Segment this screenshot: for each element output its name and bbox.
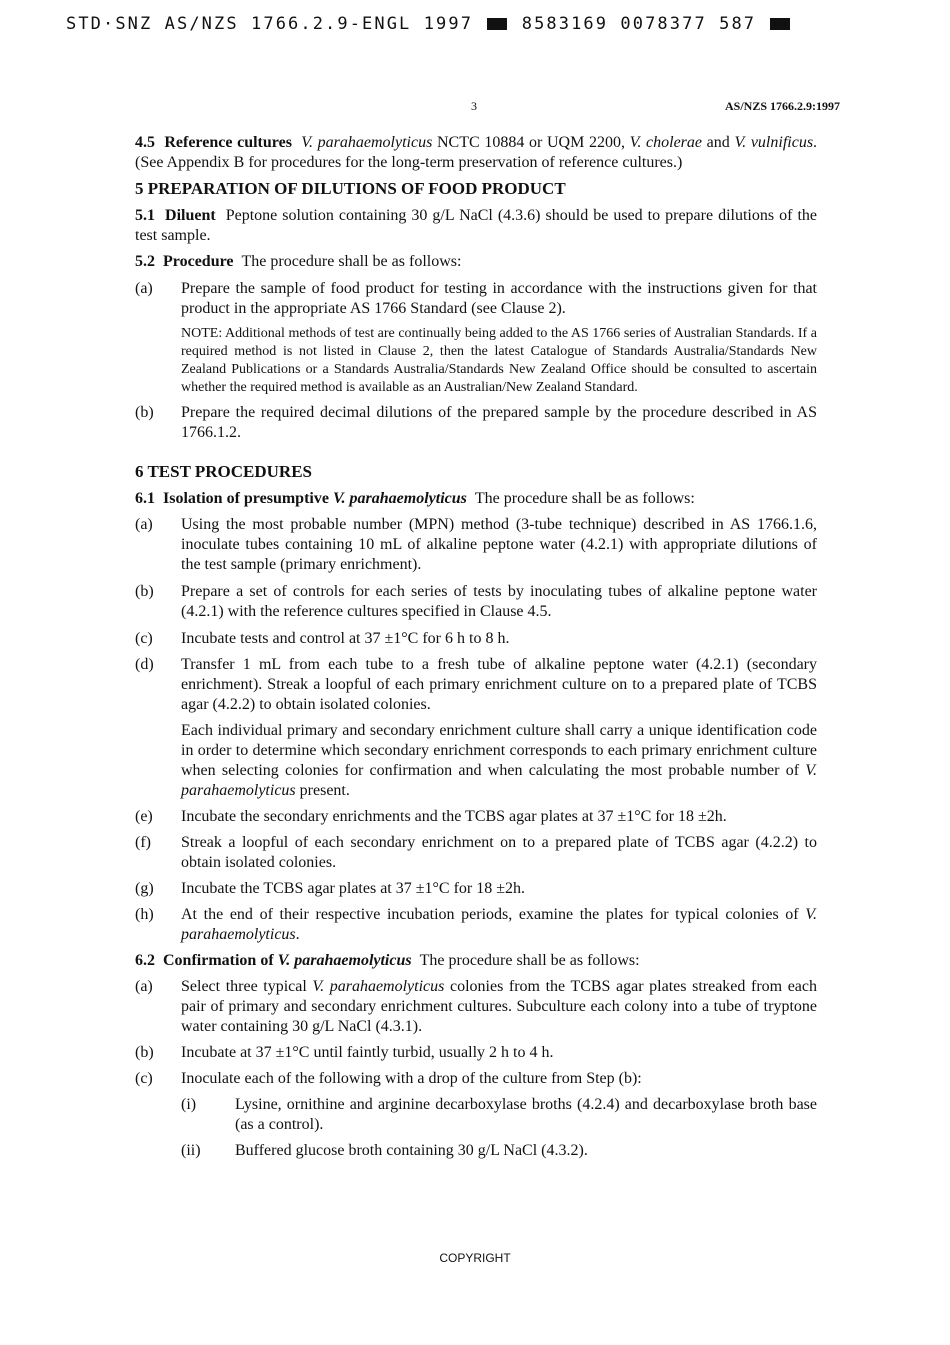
section-heading-6: 6 TEST PROCEDURES	[135, 462, 312, 481]
standard-number: AS/NZS 1766.2.9:1997	[725, 99, 841, 113]
section-heading-5: 5 PREPARATION OF DILUTIONS OF FOOD PRODUCT	[135, 179, 566, 198]
list-item: (c) Incubate tests and control at 37 ±1°C for 6 h to 8 h.	[135, 630, 510, 647]
list-item: (a) Prepare the sample of food product for testing in accordance with the instructions given for that product in the appropriate AS 1766 Standard (see Clause 2).	[135, 280, 817, 317]
clause-5-2: 5.2 Procedure The procedure shall be as follows:	[135, 253, 462, 270]
page-number: 3	[471, 99, 477, 113]
list-item: (b) Prepare a set of controls for each series of tests by inoculating tubes of alkaline peptone water (4.2.1) with the reference cultures specified in Clause 4.5.	[135, 583, 817, 620]
black-block	[770, 18, 790, 30]
stamp-text: STD·SNZ AS/NZS 1766.2.9-ENGL 1997	[66, 14, 474, 34]
sub-list-item: (i) Lysine, ornithine and arginine decarboxylase broths (4.2.4) and decarboxylase broth base (as a control).	[181, 1096, 817, 1133]
list-item: (a) Select three typical V. parahaemolyticus colonies from the TCBS agar plates streaked from each pair of primary and secondary enrichment cultures. Subculture each colony into a tube of tryptone water containing 30 g/L NaCl (4.3.1).	[135, 978, 818, 1035]
list-item: (a) Using the most probable number (MPN) method (3-tube technique) described in AS 1766.1.6, inoculate tubes containing 10 mL of alkaline peptone water (4.2.1) with appropriate dilutions of the test sample (primary enrichment).	[135, 516, 817, 573]
clause-5-1: 5.1 Diluent Peptone solution containing 30 g/L NaCl (4.3.6) should be used to prepare dilutions of the test sample.	[135, 207, 818, 244]
paragraph: Each individual primary and secondary enrichment culture shall carry a unique identification code in order to determine which secondary enrichment corresponds to each primary enrichment culture when selecting colonies for confirmation and when calculating the most probable number of V. parahaemolyticus present.	[181, 722, 817, 799]
stamp-code: 8583169 0078377 587	[521, 14, 757, 34]
note: NOTE: Additional methods of test are continually being added to the AS 1766 series of Australian Standards. If a required method is not listed in Clause 2, then the latest Catalogue of Standards Australia/Standards New Zealand Publications or a Standards Australia/Standards New Zealand Office should be consulted to ascertain whether the required method is available as an Australian/New Zealand Standard.	[181, 326, 817, 395]
list-item: (b) Prepare the required decimal dilutions of the prepared sample by the procedure described in AS 1766.1.2.	[135, 404, 817, 441]
list-item: (c) Inoculate each of the following with a drop of the culture from Step (b):	[135, 1070, 642, 1087]
clause-4-5: 4.5 Reference cultures V. parahaemolyticus NCTC 10884 or UQM 2200, V. cholerae and V. vulnificus. (See Appendix B for procedures for the long-term preservation of reference cultures.)	[135, 134, 818, 171]
page-content	[135, 133, 817, 1161]
clause-6-2: 6.2 Confirmation of V. parahaemolyticus The procedure shall be as follows:	[135, 952, 640, 969]
document-stamp	[66, 14, 792, 34]
list-item: (b) Incubate at 37 ±1°C until faintly turbid, usually 2 h to 4 h.	[135, 1044, 554, 1061]
list-item: (h) At the end of their respective incubation periods, examine the plates for typical colonies of V. parahaemolyticus.	[135, 906, 817, 943]
list-item: (g) Incubate the TCBS agar plates at 37 ±1°C for 18 ±2h.	[135, 880, 526, 897]
sub-list-item: (ii) Buffered glucose broth containing 30 g/L NaCl (4.3.2).	[181, 1142, 588, 1159]
black-block	[487, 18, 507, 30]
list-item: (e) Incubate the secondary enrichments and the TCBS agar plates at 37 ±1°C for 18 ±2h.	[135, 808, 727, 825]
list-item: (f) Streak a loopful of each secondary enrichment on to a prepared plate of TCBS agar (4.2.2) to obtain isolated colonies.	[135, 834, 817, 871]
clause-6-1: 6.1 Isolation of presumptive V. parahaemolyticus The procedure shall be as follows:	[135, 490, 695, 507]
copyright-footer: COPYRIGHT	[439, 1251, 511, 1265]
list-item: (d) Transfer 1 mL from each tube to a fresh tube of alkaline peptone water (4.2.1) (secondary enrichment). Streak a loopful of each primary enrichment culture on to a prepared plate of TCBS agar (4.2.2) to obtain isolated colonies.	[135, 656, 817, 713]
